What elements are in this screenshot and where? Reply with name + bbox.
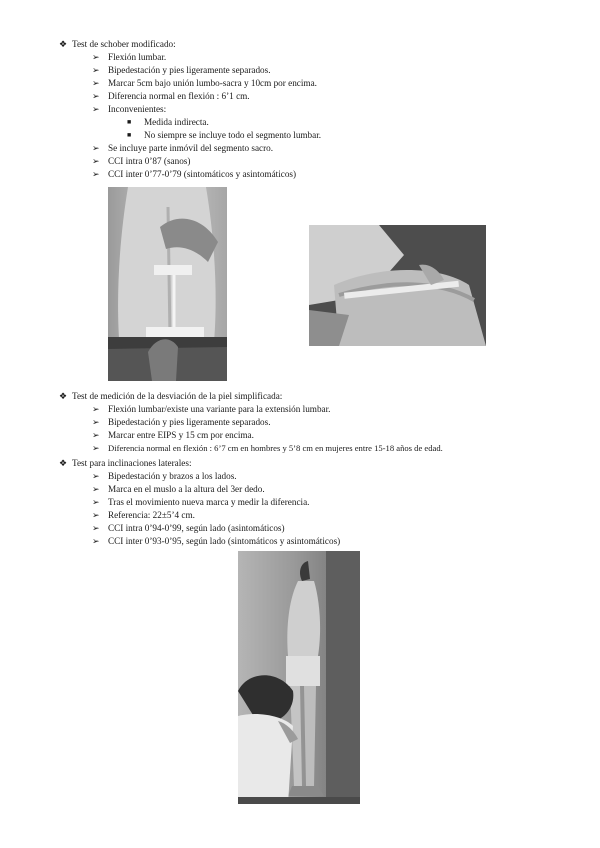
arrow-bullet-icon: ➢ (92, 443, 100, 453)
list-item: Marcar 5cm bajo unión lumbo-sacra y 10cm por encima. (108, 78, 317, 88)
section-title: Test para inclinaciones laterales: (72, 458, 192, 468)
list-item: Tras el movimiento nueva marca y medir la diferencia. (108, 497, 310, 507)
skin-distraction-photo (309, 225, 486, 346)
sub-list-item: No siempre se incluye todo el segmento lumbar. (144, 130, 322, 140)
list-item: CCI inter 0’77-0’79 (sintomáticos y asintomáticos) (108, 169, 297, 179)
arrow-bullet-icon: ➢ (92, 78, 100, 88)
lateral-flexion-photo (238, 551, 360, 804)
arrow-bullet-icon: ➢ (92, 471, 100, 481)
arrow-bullet-icon: ➢ (92, 169, 100, 179)
square-bullet-icon: ■ (127, 118, 132, 126)
section-title: Test de schober modificado: (72, 39, 176, 49)
arrow-bullet-icon: ➢ (92, 52, 100, 62)
diamond-bullet-icon: ❖ (59, 391, 68, 401)
list-item: Marca en el muslo a la altura del 3er dedo. (108, 484, 265, 494)
diamond-bullet-icon: ❖ (59, 39, 68, 49)
list-item: Bipedestación y pies ligeramente separados. (108, 417, 271, 427)
list-item: Flexión lumbar/existe una variante para la extensión lumbar. (108, 404, 331, 414)
sub-list-item: Medida indirecta. (144, 117, 209, 127)
list-item: Referencia: 22±5’4 cm. (108, 510, 195, 520)
list-item: Flexión lumbar. (108, 52, 167, 62)
list-item: CCI inter 0’93-0’95, según lado (sintomáticos y asintomáticos) (108, 536, 341, 546)
schober-back-photo (108, 187, 227, 381)
arrow-bullet-icon: ➢ (92, 417, 100, 427)
arrow-bullet-icon: ➢ (92, 510, 100, 520)
arrow-bullet-icon: ➢ (92, 430, 100, 440)
list-item: CCI intra 0’87 (sanos) (108, 156, 191, 166)
arrow-bullet-icon: ➢ (92, 484, 100, 494)
arrow-bullet-icon: ➢ (92, 497, 100, 507)
arrow-bullet-icon: ➢ (92, 523, 100, 533)
arrow-bullet-icon: ➢ (92, 156, 100, 166)
list-item: Bipedestación y brazos a los lados. (108, 471, 237, 481)
list-item: Bipedestación y pies ligeramente separados. (108, 65, 271, 75)
arrow-bullet-icon: ➢ (92, 536, 100, 546)
list-item: Marcar entre EIPS y 15 cm por encima. (108, 430, 254, 440)
list-item: Se incluye parte inmóvil del segmento sacro. (108, 143, 274, 153)
list-item: CCI intra 0’94-0’99, según lado (asintomáticos) (108, 523, 285, 533)
arrow-bullet-icon: ➢ (92, 143, 100, 153)
arrow-bullet-icon: ➢ (92, 104, 100, 114)
square-bullet-icon: ■ (127, 131, 132, 139)
arrow-bullet-icon: ➢ (92, 404, 100, 414)
list-item: Diferencia normal en flexión : 6’1 cm. (108, 91, 250, 101)
list-item: Inconvenientes: (108, 104, 167, 114)
arrow-bullet-icon: ➢ (92, 65, 100, 75)
arrow-bullet-icon: ➢ (92, 91, 100, 101)
diamond-bullet-icon: ❖ (59, 458, 68, 468)
section-title: Test de medición de la desviación de la piel simplificada: (72, 391, 283, 401)
list-item: Diferencia normal en flexión : 6’7 cm en hombres y 5’8 cm en mujeres entre 15-18 años de edad. (108, 443, 443, 453)
